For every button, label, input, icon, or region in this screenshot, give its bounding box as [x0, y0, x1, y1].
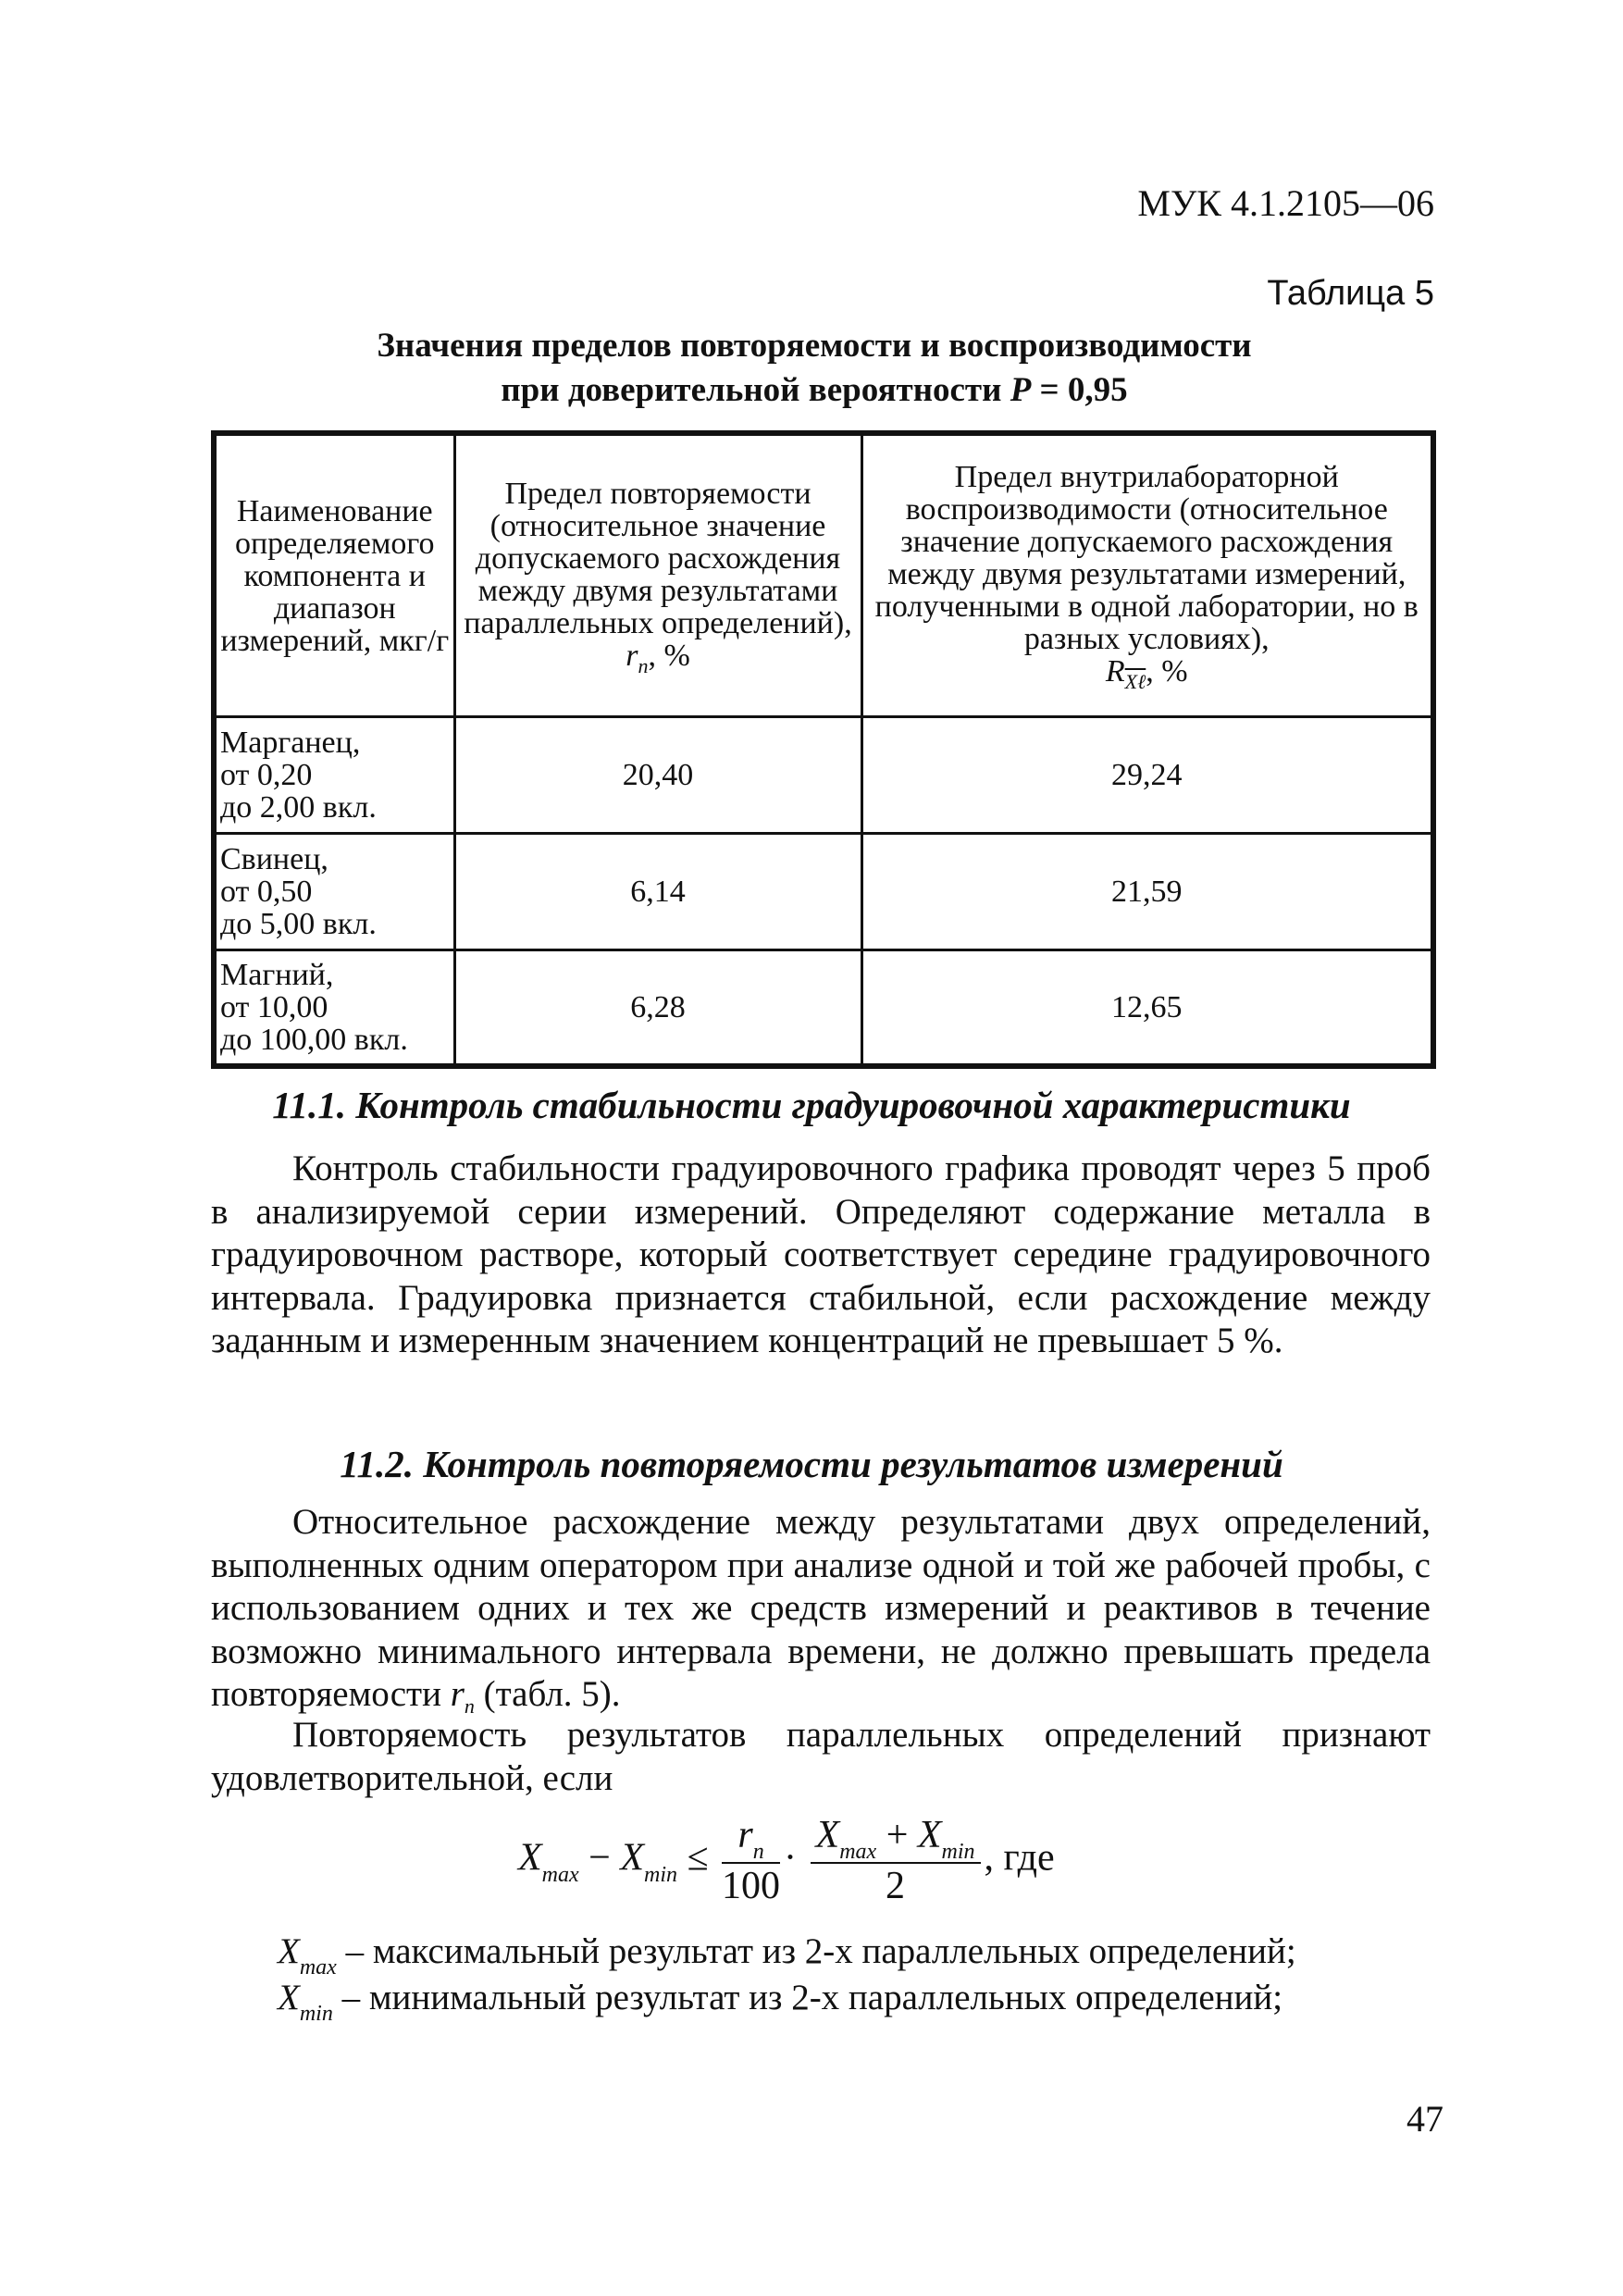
table-row — [214, 834, 1433, 950]
section-2-paragraph-2-text: Повторяемость результатов параллельных определений признают удовлетворительной, если — [211, 1715, 1431, 1798]
reproducibility-value: 12,65 — [861, 949, 1433, 1066]
fraction-numerator — [722, 1814, 780, 1864]
paragraph-var-r: r — [450, 1674, 465, 1714]
formula-x: X — [815, 1814, 840, 1856]
formula-fraction-mean — [811, 1814, 981, 1908]
formula-dot: · — [784, 1836, 798, 1880]
header-repeatability-text: Предел повторяемости (относительное значение допускаемого расхождения между двумя результатами параллельных определений), — [464, 476, 852, 640]
definition-sub: min — [299, 2002, 333, 2026]
header-repeatability — [454, 433, 861, 717]
definition-var: X — [278, 1978, 300, 2017]
formula-x: X — [518, 1836, 542, 1880]
repeatability-value: 20,40 — [454, 717, 861, 834]
limits-table — [211, 430, 1436, 1069]
definition-xmax — [278, 1930, 1481, 1978]
component-cell — [214, 949, 454, 1066]
repeatability-value: 6,14 — [454, 834, 861, 950]
formula-leq: ≤ — [676, 1836, 719, 1880]
formula-where: , где — [984, 1836, 1055, 1880]
header-component: Наименование определяемого компонента и диапазон измерений, мкг/г — [214, 433, 454, 717]
component-cell — [214, 834, 454, 950]
table-header-row — [214, 433, 1433, 717]
fraction-denominator: 100 — [722, 1865, 781, 1907]
header-reproducibility-var: R — [1105, 654, 1125, 689]
formula-x: X — [620, 1836, 644, 1880]
definition-sub: max — [299, 1955, 337, 1980]
formula-x: X — [917, 1814, 942, 1856]
section-2-paragraph-1 — [211, 1501, 1431, 1721]
range-to: до 100,00 вкл. — [220, 1022, 408, 1057]
header-reproducibility — [861, 433, 1433, 717]
table-title-line2-suffix: = 0,95 — [1031, 371, 1128, 409]
section-1-title: 11.1. Контроль стабильности градуировочной характеристики — [272, 1084, 1351, 1126]
header-reproducibility-unit: , % — [1146, 654, 1188, 689]
paragraph-var-sub: n — [464, 1694, 475, 1718]
section-2-paragraph-1-body — [211, 1501, 1431, 1721]
document-code: МУК 4.1.2105—06 — [1137, 182, 1434, 224]
table-row — [214, 717, 1433, 834]
section-1-paragraph-text: Контроль стабильности градуировочного графика проводят через 5 проб в анализируемой серии измерений. Определяют содержание металла в градуировочном растворе, который соответствует середине градуировочного интервала. Градуировка признается стабильной, если расхождение между заданным и измеренным значением концентраций не превышает 5 %. — [211, 1148, 1431, 1360]
table-title-var: P — [1010, 371, 1032, 409]
fraction-numerator — [811, 1814, 981, 1864]
formula-sub-min: min — [941, 1840, 975, 1864]
section-1-paragraph — [211, 1148, 1431, 1363]
repeatability-formula — [518, 1814, 1258, 1925]
header-repeatability-var: r — [626, 638, 638, 673]
formula-plus: + — [876, 1814, 918, 1856]
page-number: 47 — [1406, 2098, 1443, 2140]
header-reproducibility-sub: Xℓ — [1124, 670, 1146, 694]
formula-fraction-r — [722, 1814, 780, 1908]
paragraph-tail: (табл. 5). — [474, 1674, 621, 1714]
reproducibility-value: 29,24 — [861, 717, 1433, 834]
table-title — [213, 324, 1416, 413]
component-name: Марганец, — [220, 726, 361, 761]
table-row — [214, 949, 1433, 1066]
formula-sub-min: min — [643, 1862, 677, 1887]
formula-sub-max: max — [541, 1862, 579, 1887]
definition-var: X — [278, 1931, 300, 1971]
range-from: от 0,20 — [220, 758, 313, 793]
component-name: Магний, — [220, 957, 334, 992]
table-title-line1: Значения пределов повторяемости и воспроизводимости — [377, 327, 1252, 365]
formula-minus: − — [578, 1836, 621, 1880]
header-repeatability-unit: , % — [648, 638, 690, 673]
reproducibility-value: 21,59 — [861, 834, 1433, 950]
table-label: Таблица 5 — [1267, 274, 1434, 313]
component-cell — [214, 717, 454, 834]
header-repeatability-sub: n — [638, 653, 649, 677]
repeatability-value: 6,28 — [454, 949, 861, 1066]
section-2-paragraph-1-text: Относительное расхождение между результатами двух определений, выполненных одним оператором при анализе одной и той же рабочей пробы, с использованием одних и тех же средств измерений и реактивов в течение возможно минимального интервала времени, не должно превышать предела повторяемости — [211, 1502, 1431, 1714]
definition-text: – минимальный результат из 2-х параллельных определений; — [332, 1978, 1283, 2017]
section-2-paragraph-2 — [211, 1714, 1431, 1800]
formula-sub-n: n — [752, 1840, 764, 1864]
range-to: до 5,00 вкл. — [220, 906, 377, 941]
range-to: до 2,00 вкл. — [220, 790, 377, 825]
range-from: от 0,50 — [220, 874, 313, 909]
formula-r: r — [737, 1814, 753, 1856]
formula-sub-max: max — [839, 1840, 877, 1864]
definition-text: – максимальный результат из 2-х параллельных определений; — [336, 1931, 1296, 1971]
range-from: от 10,00 — [220, 989, 328, 1024]
component-name: Свинец, — [220, 841, 328, 876]
fraction-denominator: 2 — [886, 1865, 906, 1907]
definition-xmin — [278, 1977, 1481, 2024]
section-2-title: 11.2. Контроль повторяемости результатов измерений — [340, 1443, 1283, 1485]
header-reproducibility-text: Предел внутрилабораторной воспроизводимости (относительное значение допускаемого расхождения между двумя результатами измерений, полученными в одной лаборатории, но в разных условиях), — [874, 460, 1419, 657]
table-title-line2-prefix: при доверительной вероятности — [501, 371, 1010, 409]
